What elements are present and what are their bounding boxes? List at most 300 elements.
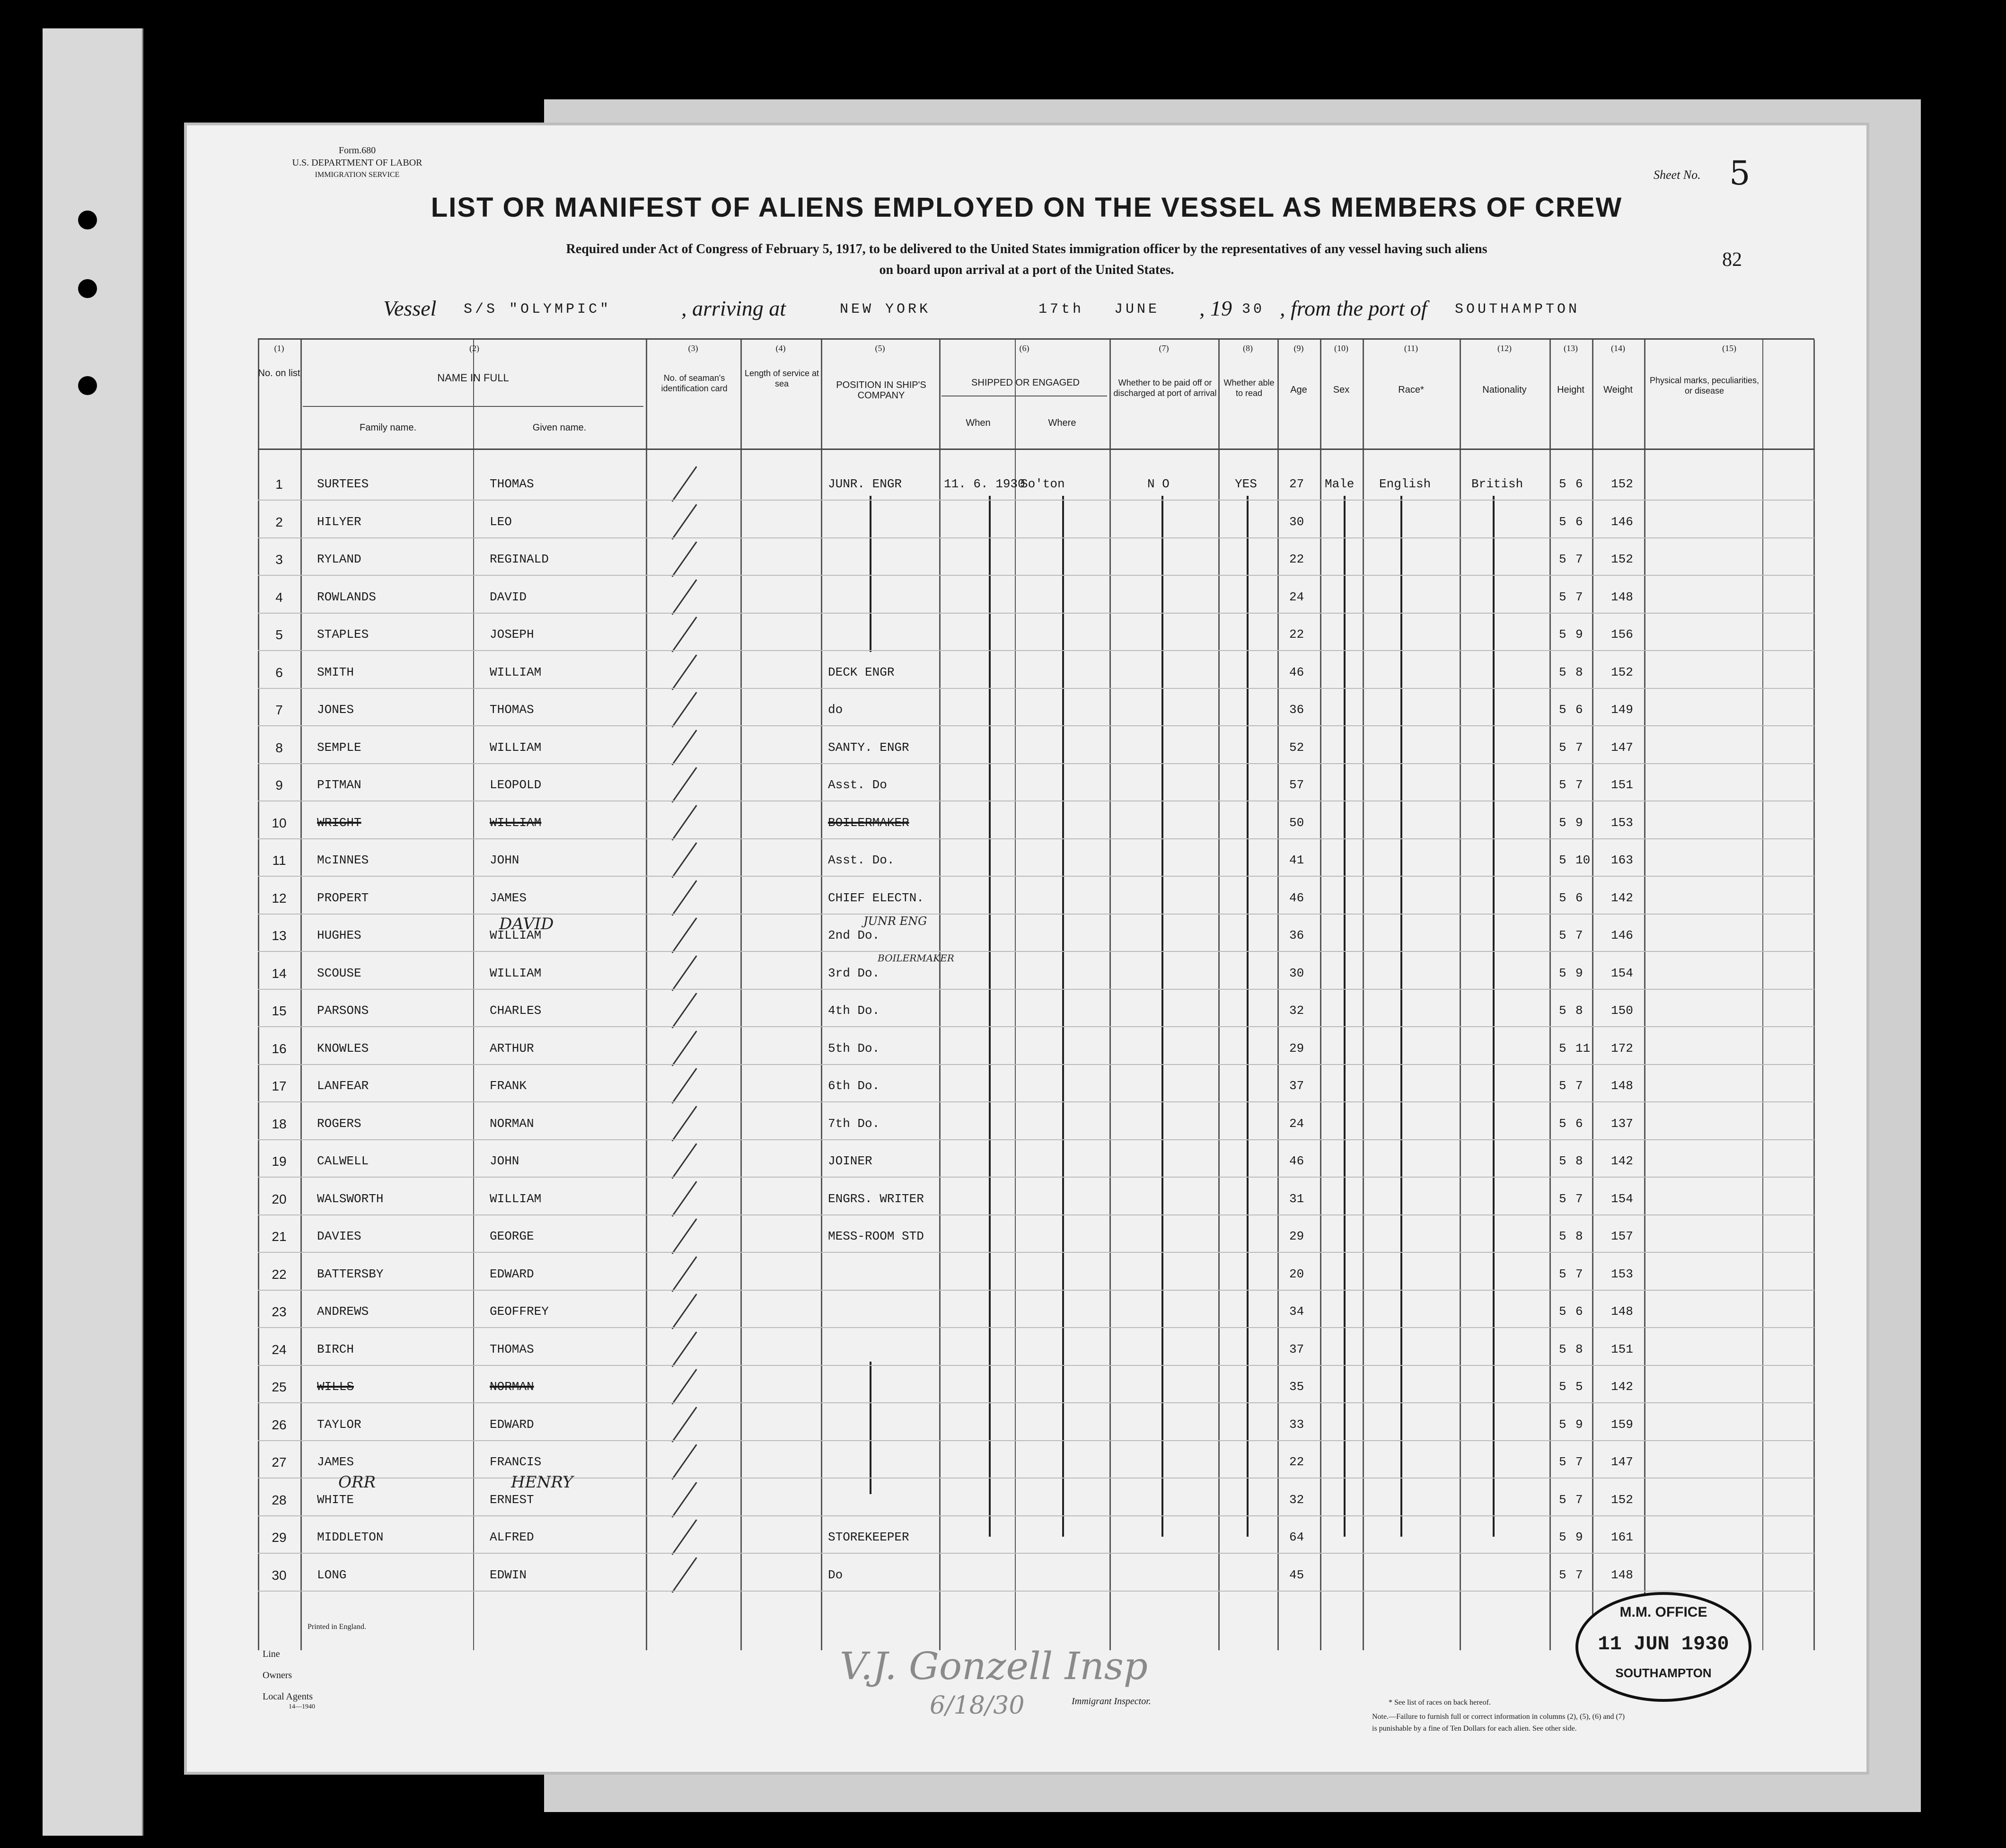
family-name: LANFEAR [317, 1079, 369, 1093]
height-feet: 5 [1559, 928, 1566, 942]
department: U.S. DEPARTMENT OF LABOR [292, 158, 422, 168]
family-name: SMITH [317, 665, 354, 679]
row-number: 3 [275, 552, 283, 567]
from-label: , from the port of [1280, 296, 1427, 320]
given-name: FRANCIS [490, 1455, 542, 1469]
given-name: WILLIAM [490, 966, 542, 980]
seaman-id-tick [671, 1519, 697, 1555]
vessel-label: Vessel [383, 296, 437, 320]
weight: 153 [1611, 1267, 1633, 1281]
col-line [1813, 340, 1815, 1650]
weight: 151 [1611, 778, 1633, 792]
header-given-name: Given name. [532, 422, 587, 433]
weight: 137 [1611, 1116, 1633, 1131]
seaman-id-tick [671, 880, 697, 915]
seaman-id-tick [671, 692, 697, 727]
height-inches: 8 [1575, 1229, 1583, 1243]
height-feet: 5 [1559, 1079, 1566, 1093]
given-name: THOMAS [490, 1342, 534, 1356]
row-number: 26 [272, 1417, 287, 1432]
col-line [1592, 340, 1593, 1650]
seaman-id-tick [671, 1030, 697, 1066]
weight: 150 [1611, 1003, 1633, 1018]
age: 30 [1289, 966, 1304, 980]
row-number: 17 [272, 1079, 287, 1093]
subtitle [187, 239, 1866, 281]
seaman-id-tick [671, 1331, 697, 1367]
position: 4th Do. [828, 1003, 880, 1018]
given-name: EDWARD [490, 1417, 534, 1432]
row-number: 22 [272, 1267, 287, 1282]
arrival-month: JUNE [1114, 301, 1160, 317]
position: CHIEF ELECTN. [828, 890, 924, 905]
given-name: WILLIAM [490, 1191, 542, 1206]
age: 31 [1289, 1191, 1304, 1206]
binder-hole [78, 279, 97, 298]
position: JUNR. ENGR [828, 477, 902, 491]
age: 24 [1289, 590, 1304, 604]
given-name: EDWARD [490, 1267, 534, 1281]
row-1-sex: Male [1325, 477, 1355, 491]
age: 34 [1289, 1304, 1304, 1319]
row-number: 11 [272, 853, 286, 868]
weight: 147 [1611, 740, 1633, 755]
position: 7th Do. [828, 1116, 880, 1131]
seaman-id-tick [671, 1218, 697, 1254]
weight: 154 [1611, 966, 1633, 980]
seaman-id-tick [671, 1444, 697, 1479]
column-number: (8) [1243, 343, 1253, 353]
hand-position-r10: JUNR ENG [863, 915, 927, 928]
form-number: Form.680 [338, 145, 376, 156]
height-inches: 7 [1575, 740, 1583, 755]
seaman-id-tick [671, 1181, 697, 1216]
row-rule [258, 951, 1814, 952]
manifest-page [187, 125, 1866, 1772]
row-number: 4 [275, 590, 283, 605]
header-race: Race* [1398, 385, 1424, 395]
header-seaman-id: No. of seaman's identification card [661, 373, 728, 393]
ditto-line-position [870, 496, 871, 652]
age: 37 [1289, 1079, 1304, 1093]
row-rule [258, 914, 1814, 915]
height-inches: 6 [1575, 703, 1583, 717]
family-name: JAMES [317, 1455, 354, 1469]
height-feet: 5 [1559, 514, 1566, 529]
weight: 163 [1611, 853, 1633, 867]
col-line [740, 340, 742, 1650]
header-position: POSITION IN SHIP'S COMPANY [836, 380, 926, 401]
col-line [258, 340, 259, 1650]
col-line [1109, 340, 1111, 1650]
ditto-line-race [1400, 496, 1402, 1537]
height-feet: 5 [1559, 1455, 1566, 1469]
row-number: 2 [275, 514, 283, 529]
family-name: HILYER [317, 514, 361, 529]
header-nationality: Nationality [1482, 385, 1527, 395]
column-number: (1) [274, 343, 284, 353]
family-name: DAVIES [317, 1229, 361, 1243]
column-number: (2) [469, 343, 479, 353]
family-name: SCOUSE [317, 966, 361, 980]
given-name: NORMAN [490, 1380, 534, 1394]
row-rule [258, 838, 1814, 839]
seaman-id-tick [671, 504, 697, 539]
col-line [939, 340, 941, 1650]
age: 24 [1289, 1116, 1304, 1131]
col-line [821, 340, 822, 1650]
given-name: ERNEST [490, 1492, 534, 1507]
given-name: WILLIAM [490, 740, 542, 755]
header-physical: Physical marks, peculiarities, or disease [1649, 376, 1760, 396]
col-line [1218, 340, 1220, 1650]
row-number: 30 [272, 1567, 287, 1583]
age: 22 [1289, 552, 1304, 566]
row-number: 16 [272, 1041, 287, 1056]
position: Asst. Do [828, 778, 887, 792]
given-name: CHARLES [490, 1003, 542, 1018]
height-inches: 7 [1575, 778, 1583, 792]
row-number: 12 [272, 890, 287, 906]
header-where: Where [1048, 418, 1076, 428]
age: 20 [1289, 1267, 1304, 1281]
ditto-line-when [989, 496, 991, 1537]
height-inches: 7 [1575, 552, 1583, 566]
given-name: ALFRED [490, 1530, 534, 1544]
header-sex: Sex [1333, 385, 1350, 395]
seaman-id-tick [671, 805, 697, 840]
position: 3rd Do. [828, 966, 880, 980]
header-length-service: Length of service at sea [744, 369, 819, 388]
row-1-where: So'ton [1021, 477, 1065, 491]
height-inches: 7 [1575, 1267, 1583, 1281]
column-number: (3) [688, 343, 698, 353]
row-1-nationality: British [1471, 477, 1523, 491]
seaman-id-tick [671, 1369, 697, 1404]
header-family-name: Family name. [359, 422, 417, 433]
seaman-id-tick [671, 1068, 697, 1103]
header-no-on-list: No. on list [258, 368, 300, 378]
height-inches: 6 [1575, 1116, 1583, 1131]
ditto-line-read [1247, 496, 1249, 1537]
family-name: PROPERT [317, 890, 369, 905]
given-name: WILLIAM [490, 928, 542, 942]
seaman-id-tick [671, 616, 697, 652]
stamp-date: 11 JUN 1930 [1598, 1633, 1729, 1655]
position: Asst. Do. [828, 853, 895, 867]
weight: 146 [1611, 928, 1633, 942]
row-rule [258, 1026, 1814, 1027]
family-name: WILLS [317, 1380, 354, 1394]
age: 64 [1289, 1530, 1304, 1544]
height-feet: 5 [1559, 1116, 1566, 1131]
ditto-line-position [870, 1362, 871, 1494]
seaman-id-tick [671, 1294, 697, 1329]
position: STOREKEEPER [828, 1530, 909, 1544]
given-name: GEORGE [490, 1229, 534, 1243]
seaman-id-tick [671, 541, 697, 577]
age: 27 [1289, 477, 1304, 491]
age: 50 [1289, 815, 1304, 830]
height-feet: 5 [1559, 1304, 1566, 1319]
height-feet: 5 [1559, 1380, 1566, 1394]
col-line [1644, 340, 1645, 1650]
year-suffix: 30 [1242, 301, 1265, 317]
signature-date: 6/18/30 [930, 1691, 1025, 1720]
row-number: 1 [275, 477, 283, 492]
row-rule [258, 989, 1814, 990]
family-name: WALSWORTH [317, 1191, 384, 1206]
col-line [1015, 340, 1016, 1650]
row-rule [258, 725, 1814, 726]
height-inches: 9 [1575, 815, 1583, 830]
height-inches: 11 [1575, 1041, 1591, 1056]
weight: 142 [1611, 1380, 1633, 1394]
footer-agents: Local Agents [263, 1691, 313, 1702]
row-rule [258, 1591, 1814, 1592]
weight: 152 [1611, 477, 1633, 491]
given-name: JOHN [490, 1154, 519, 1168]
position: 2nd Do. [828, 928, 880, 942]
family-name: BATTERSBY [317, 1267, 384, 1281]
row-number: 20 [272, 1191, 287, 1206]
given-name: GEOFFREY [490, 1304, 549, 1319]
given-name: WILLIAM [490, 815, 542, 830]
row-number: 19 [272, 1154, 287, 1169]
family-name: ROWLANDS [317, 590, 376, 604]
family-name: ANDREWS [317, 1304, 369, 1319]
seaman-id-tick [671, 466, 697, 502]
age: 32 [1289, 1492, 1304, 1507]
given-name: REGINALD [490, 552, 549, 566]
column-number: (7) [1159, 343, 1169, 353]
height-feet: 5 [1559, 815, 1566, 830]
row-rule [258, 1327, 1814, 1328]
position: JOINER [828, 1154, 872, 1168]
column-number: (15) [1722, 343, 1736, 353]
column-number: (12) [1497, 343, 1512, 353]
height-inches: 8 [1575, 1154, 1583, 1168]
height-inches: 7 [1575, 1492, 1583, 1507]
note-text-1: Note.—Failure to furnish full or correct information in columns (2), (5), (6) and (7) [1372, 1713, 1625, 1721]
row-rule [258, 613, 1814, 614]
age: 29 [1289, 1041, 1304, 1056]
height-inches: 8 [1575, 1003, 1583, 1018]
service: IMMIGRATION SERVICE [315, 171, 400, 179]
row-rule [258, 876, 1814, 877]
age: 29 [1289, 1229, 1304, 1243]
age: 45 [1289, 1567, 1304, 1582]
height-inches: 7 [1575, 1079, 1583, 1093]
weight: 149 [1611, 703, 1633, 717]
row-rule [258, 1440, 1814, 1441]
height-inches: 6 [1575, 477, 1583, 491]
weight: 161 [1611, 1530, 1633, 1544]
age: 46 [1289, 665, 1304, 679]
row-rule [258, 1252, 1814, 1253]
height-inches: 10 [1575, 853, 1591, 867]
ditto-line-sex [1344, 496, 1346, 1537]
row-rule [258, 688, 1814, 689]
family-name: LONG [317, 1567, 347, 1582]
family-name: JONES [317, 703, 354, 717]
weight: 147 [1611, 1455, 1633, 1469]
sheet-number: 5 [1729, 154, 1751, 193]
weight: 142 [1611, 1154, 1633, 1168]
column-number: (14) [1611, 343, 1625, 353]
weight: 152 [1611, 665, 1633, 679]
position: ENGRS. WRITER [828, 1191, 924, 1206]
hand-family-r25: ORR [338, 1473, 376, 1492]
given-name: DAVID [490, 590, 527, 604]
inspector-signature: V.J. Gonzell Insp [840, 1644, 1148, 1688]
given-name: JOHN [490, 853, 519, 867]
header-shipped: SHIPPED OR ENGAGED [971, 378, 1080, 388]
row-number: 29 [272, 1530, 287, 1545]
row-number: 23 [272, 1304, 287, 1319]
row-number: 18 [272, 1116, 287, 1131]
ditto-line-paid [1161, 496, 1163, 1537]
given-name: WILLIAM [490, 665, 542, 679]
height-feet: 5 [1559, 1267, 1566, 1281]
row-number: 10 [272, 815, 287, 830]
row-1-race: English [1379, 477, 1431, 491]
row-rule [258, 537, 1814, 538]
weight: 148 [1611, 1567, 1633, 1582]
weight: 153 [1611, 815, 1633, 830]
seaman-id-tick [671, 1407, 697, 1442]
header-rule [258, 449, 1814, 450]
row-number: 14 [272, 966, 287, 981]
height-feet: 5 [1559, 1342, 1566, 1356]
weight: 157 [1611, 1229, 1633, 1243]
given-name: LEO [490, 514, 512, 529]
row-number: 13 [272, 928, 287, 943]
mm-office-stamp [1575, 1592, 1751, 1702]
seaman-id-tick [671, 1143, 697, 1179]
height-inches: 7 [1575, 1567, 1583, 1582]
stamp-bottom: SOUTHAMPTON [1615, 1666, 1712, 1680]
height-feet: 5 [1559, 627, 1566, 642]
row-rule [258, 575, 1814, 576]
age: 32 [1289, 1003, 1304, 1018]
col-line [473, 340, 474, 1650]
given-name: LEOPOLD [490, 778, 542, 792]
seaman-id-tick [671, 993, 697, 1028]
seaman-id-tick [671, 579, 697, 615]
position: BOILERMAKER [828, 815, 909, 830]
seaman-id-tick [671, 1482, 697, 1517]
family-name: SURTEES [317, 477, 369, 491]
height-inches: 7 [1575, 590, 1583, 604]
footer-code: 14—1940 [289, 1703, 315, 1710]
height-feet: 5 [1559, 1003, 1566, 1018]
hand-position-r11: BOILERMAKER [878, 952, 954, 964]
weight: 152 [1611, 552, 1633, 566]
family-name: KNOWLES [317, 1041, 369, 1056]
header-able-read: Whether able to read [1223, 378, 1275, 398]
row-rule [258, 1515, 1814, 1516]
height-feet: 5 [1559, 1229, 1566, 1243]
family-name: McINNES [317, 853, 369, 867]
weight: 159 [1611, 1417, 1633, 1432]
height-inches: 8 [1575, 1342, 1583, 1356]
column-number: (10) [1334, 343, 1348, 353]
given-name: THOMAS [490, 703, 534, 717]
height-feet: 5 [1559, 1191, 1566, 1206]
row-number: 24 [272, 1342, 287, 1357]
subtitle-line-1: Required under Act of Congress of February 5, 1917, to be delivered to the United States immigration officer by the representatives of any vessel having such aliens [566, 242, 1487, 256]
row-number: 7 [275, 703, 283, 717]
col-line [1320, 340, 1321, 1650]
col-line [1363, 340, 1364, 1650]
row-1-paid-off: N O [1147, 477, 1170, 491]
column-number: (6) [1019, 343, 1029, 353]
height-feet: 5 [1559, 1492, 1566, 1507]
given-name: NORMAN [490, 1116, 534, 1131]
weight: 154 [1611, 1191, 1633, 1206]
given-name: EDWIN [490, 1567, 527, 1582]
height-feet: 5 [1559, 665, 1566, 679]
position: DECK ENGR [828, 665, 895, 679]
note-races: * See list of races on back hereof. [1389, 1698, 1491, 1707]
height-feet: 5 [1559, 703, 1566, 717]
family-name: RYLAND [317, 552, 361, 566]
seaman-id-tick [671, 842, 697, 878]
footer-line: Line [263, 1649, 280, 1659]
height-feet: 5 [1559, 1530, 1566, 1544]
note-text-2: is punishable by a fine of Ten Dollars for each alien. See other side. [1372, 1725, 1577, 1733]
footer-owners: Owners [263, 1670, 292, 1681]
header-weight: Weight [1603, 385, 1633, 395]
age: 46 [1289, 1154, 1304, 1168]
printed-in: Printed in England. [308, 1623, 366, 1631]
weight: 152 [1611, 1492, 1633, 1507]
height-inches: 9 [1575, 966, 1583, 980]
position: 6th Do. [828, 1079, 880, 1093]
seaman-id-tick [671, 1106, 697, 1141]
stamp-top: M.M. OFFICE [1619, 1604, 1707, 1620]
row-number: 6 [275, 665, 283, 680]
row-rule [258, 1553, 1814, 1554]
height-inches: 7 [1575, 928, 1583, 942]
age: 46 [1289, 890, 1304, 905]
column-number: (5) [875, 343, 885, 353]
weight: 148 [1611, 1304, 1633, 1319]
row-rule [258, 1290, 1814, 1291]
hand-given-r25: HENRY [511, 1473, 573, 1492]
age: 22 [1289, 627, 1304, 642]
height-feet: 5 [1559, 778, 1566, 792]
family-name: HUGHES [317, 928, 361, 942]
family-name: PITMAN [317, 778, 361, 792]
column-number: (11) [1404, 343, 1418, 353]
height-feet: 5 [1559, 1567, 1566, 1582]
height-inches: 8 [1575, 665, 1583, 679]
family-name: WRIGHT [317, 815, 361, 830]
header-age: Age [1290, 385, 1307, 395]
column-number: (13) [1564, 343, 1578, 353]
arrival-port: NEW YORK [840, 301, 931, 317]
given-name: JOSEPH [490, 627, 534, 642]
seaman-id-tick [671, 917, 697, 953]
binder-hole [78, 211, 97, 229]
weight: 148 [1611, 1079, 1633, 1093]
age: 35 [1289, 1380, 1304, 1394]
age: 41 [1289, 853, 1304, 867]
row-rule [258, 1177, 1814, 1178]
weight: 148 [1611, 590, 1633, 604]
